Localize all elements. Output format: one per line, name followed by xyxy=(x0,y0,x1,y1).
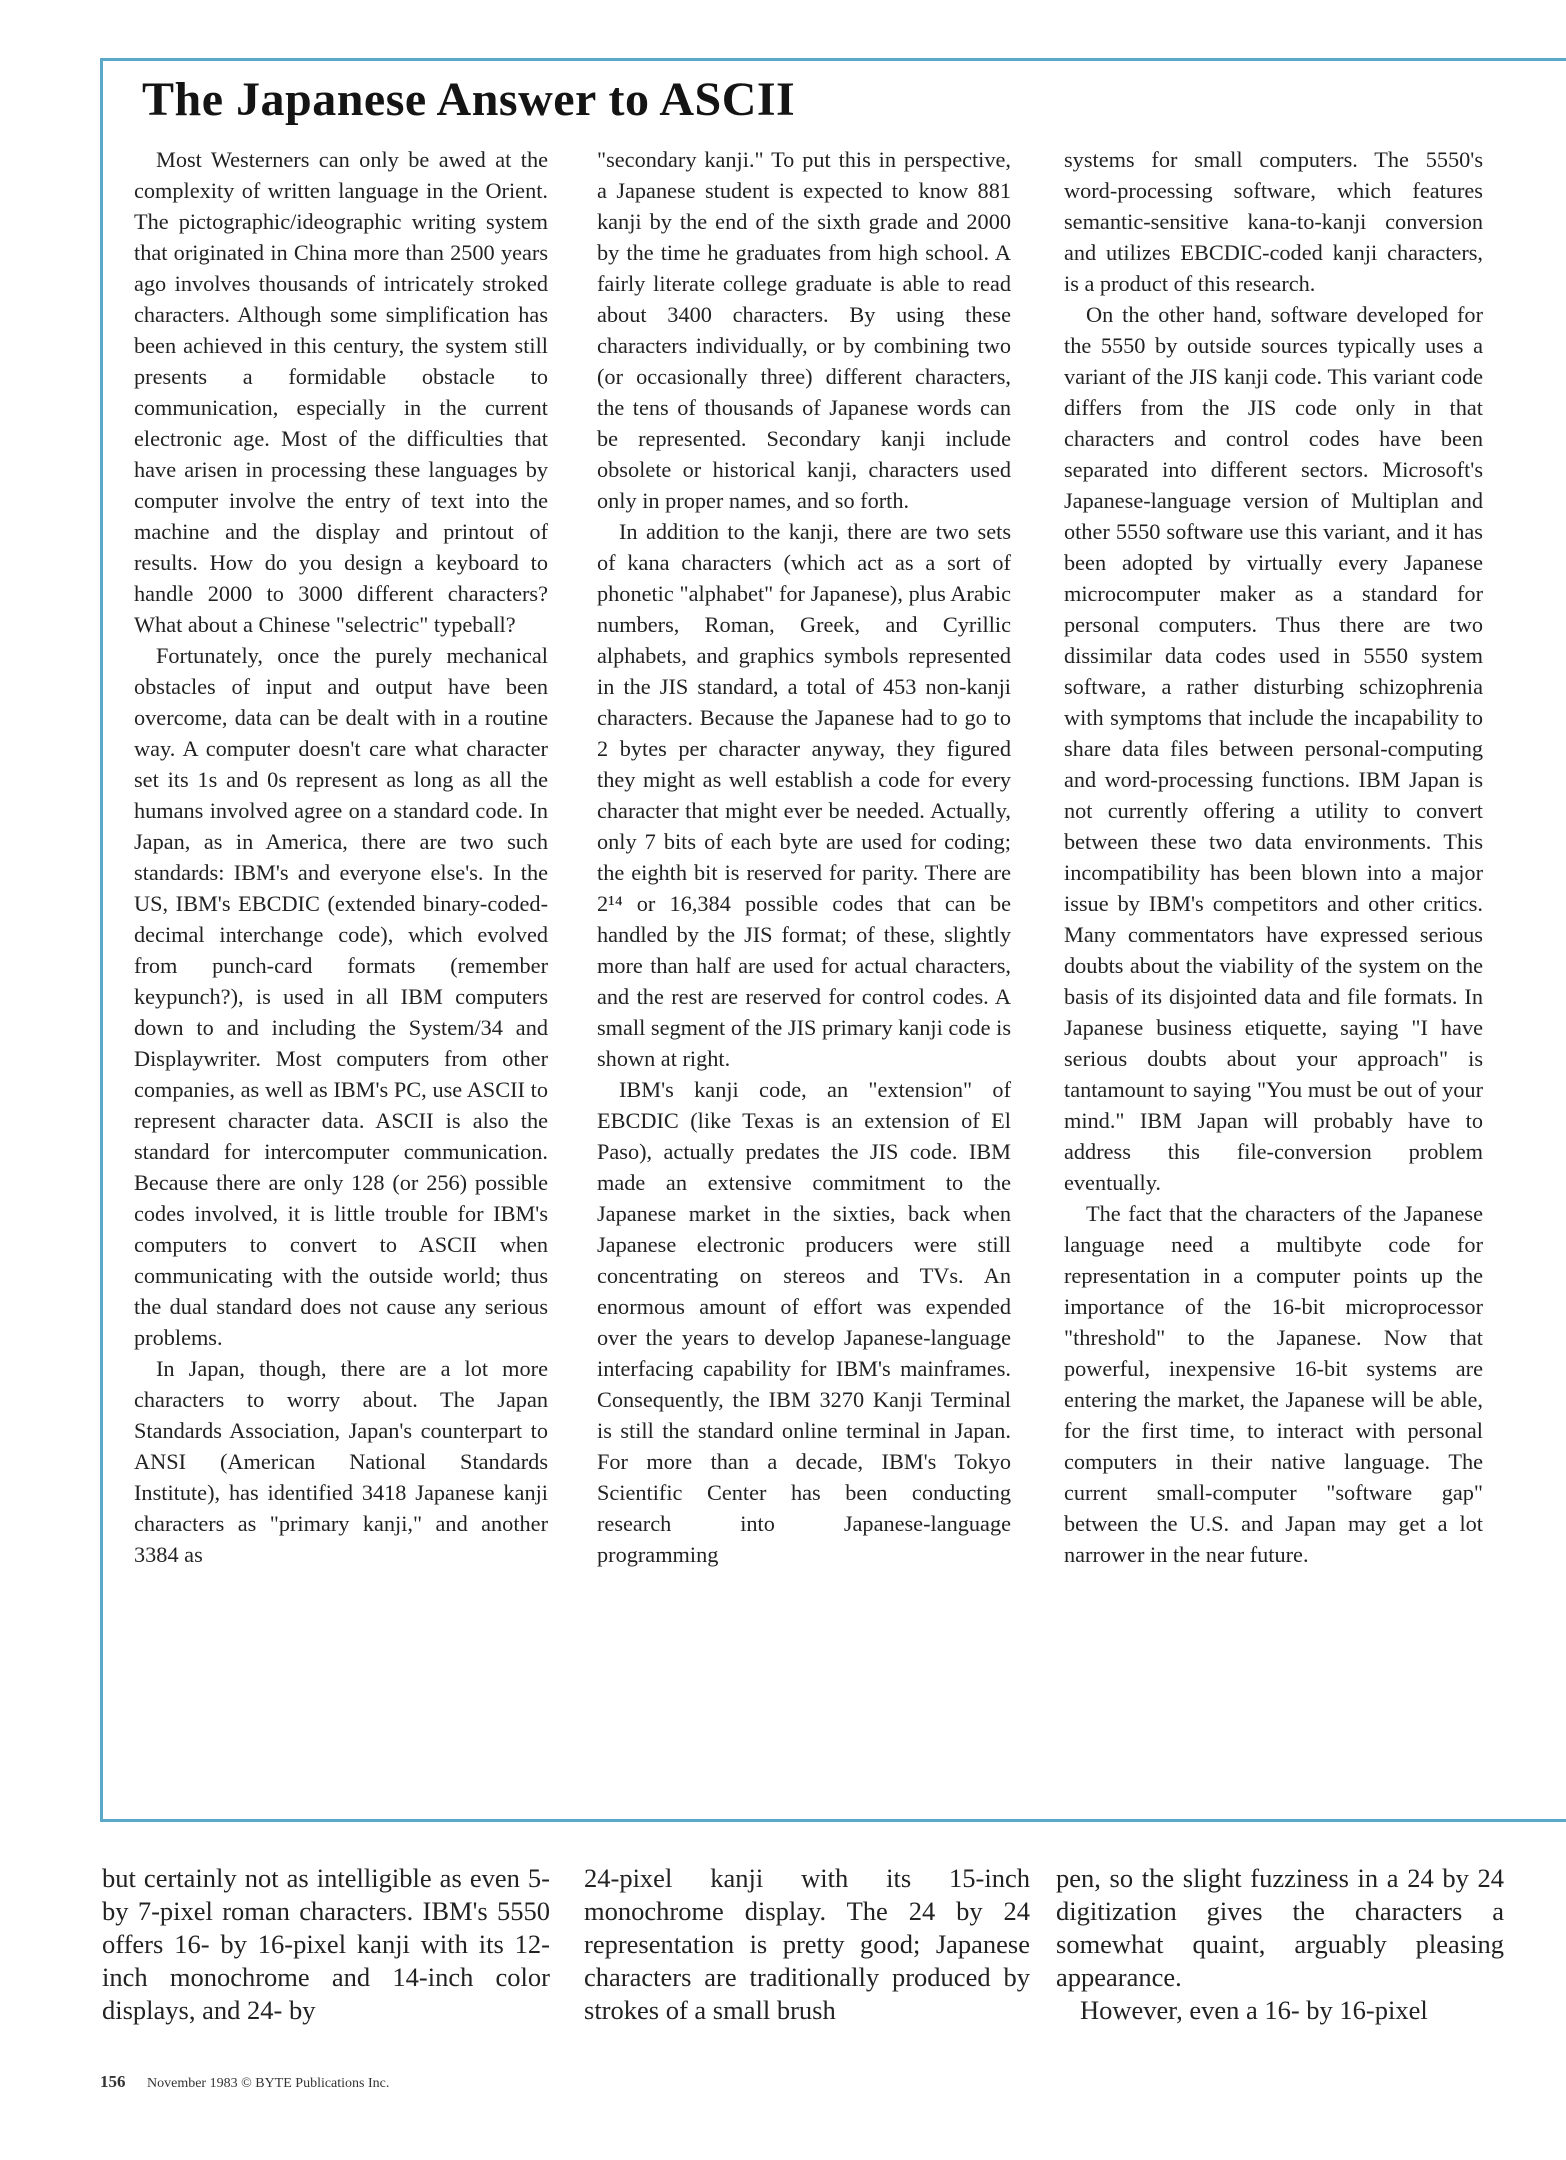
sidebar-column-3 xyxy=(1064,144,1483,1570)
paragraph: 24-pixel kanji with its 15-inch monochrome display. The 24 by 24 representation is pretty good; Japanese characters are traditionally produced by strokes of a small brush xyxy=(584,1863,1030,2025)
paragraph: In addition to the kanji, there are two sets of kana characters (which act as a sort of phonetic "alphabet" for Japanese), plus Arabic numbers, Roman, Greek, and Cyrillic alphabets, and graphics symbols represented in the JIS standard, a total of 453 non-kanji characters. Because the Japanese had to go to 2 bytes per character anyway, they figured they might as well establish a code for every character that might ever be needed. Actually, only 7 bits of each byte are used for coding; the eighth bit is reserved for parity. There are 2¹⁴ or 16,384 possible codes that can be handled by the JIS format; of these, slightly more than half are used for actual characters, and the rest are reserved for control codes. A small segment of the JIS primary kanji code is shown at right. xyxy=(597,519,1011,1071)
sidebar-column-1 xyxy=(134,144,548,1570)
paragraph: but certainly not as intelligible as even 5- by 7-pixel roman characters. IBM's 5550 offers 16- by 16-pixel kanji with its 12-inch monochrome and 14-inch color displays, and 24- by xyxy=(102,1863,550,2025)
paragraph: "secondary kanji." To put this in perspective, a Japanese student is expected to know 881 kanji by the end of the sixth grade and 2000 by the time he graduates from high school. A fairly literate college graduate is able to read about 3400 characters. By using these characters individually, or by combining two (or occasionally three) different characters, the tens of thousands of Japanese words can be represented. Secondary kanji include obsolete or historical kanji, characters used only in proper names, and so forth. xyxy=(597,147,1011,513)
page-number: 156 xyxy=(100,2072,126,2091)
article-column-3 xyxy=(1056,1862,1504,2027)
paragraph: On the other hand, software developed for the 5550 by outside sources typically uses a variant of the JIS kanji code. This variant code differs from the JIS code only in that characters and control codes have been separated into different sectors. Microsoft's Japanese-language version of Multiplan and other 5550 software use this variant, and it has been adopted by virtually every Japanese microcomputer maker as a standard for personal computers. Thus there are two dissimilar data codes used in 5550 system software, a rather disturbing schizophrenia with symptoms that include the incapability to share data files between personal-computing and word-processing functions. IBM Japan is not currently offering a utility to convert between these two data environments. This incompatibility has been blown into a major issue by IBM's competitors and other critics. Many commentators have expressed serious doubts about the viability of the system on the basis of its disjointed data and file formats. In Japanese business etiquette, saying "I have serious doubts about your approach" is tantamount to saying "You must be out of your mind." IBM Japan will probably have to address this file-conversion problem eventually. xyxy=(1064,302,1483,1195)
page-footer xyxy=(100,2072,389,2092)
paragraph: However, even a 16- by 16-pixel xyxy=(1080,1995,1428,2025)
sidebar-column-2 xyxy=(597,144,1011,1570)
paragraph: IBM's kanji code, an "extension" of EBCDIC (like Texas is an extension of El Paso), actually predates the JIS code. IBM made an extensive commitment to the Japanese market in the sixties, back when Japanese electronic producers were still concentrating on stereos and TVs. An enormous amount of effort was expended over the years to develop Japanese-language interfacing capability for IBM's mainframes. Consequently, the IBM 3270 Kanji Terminal is still the standard online terminal in Japan. For more than a decade, IBM's Tokyo Scientific Center has been conducting research into Japanese-language programming xyxy=(597,1077,1011,1567)
footer-text: November 1983 © BYTE Publications Inc. xyxy=(147,2076,390,2091)
paragraph: Fortunately, once the purely mechanical obstacles of input and output have been overcome, data can be dealt with in a routine way. A computer doesn't care what character set its 1s and 0s represent as long as all the humans involved agree on a standard code. In Japan, as in America, there are two such standards: IBM's and everyone else's. In the US, IBM's EBCDIC (extended binary-coded-decimal interchange code), which evolved from punch-card formats (remember keypunch?), is used in all IBM computers down to and including the System/34 and Displaywriter. Most computers from other companies, as well as IBM's PC, use ASCII to represent character data. ASCII is also the standard for intercomputer communication. Because there are only 128 (or 256) possible codes involved, it is little trouble for IBM's computers to convert to ASCII when communicating with the outside world; thus the dual standard does not cause any serious problems. xyxy=(134,643,548,1350)
paragraph: The fact that the characters of the Japanese language need a multibyte code for representation in a computer points up the importance of the 16-bit microprocessor "threshold" to the Japanese. Now that powerful, inexpensive 16-bit systems are entering the market, the Japanese will be able, for the first time, to interact with personal computers in their native language. The current small-computer "software gap" between the U.S. and Japan may get a lot narrower in the near future. xyxy=(1064,1201,1483,1567)
paragraph: Most Westerners can only be awed at the complexity of written language in the Orient. The pictographic/ideographic writing system that originated in China more than 2500 years ago involves thousands of intricately stroked characters. Although some simplification has been achieved in this century, the system still presents a formidable obstacle to communication, especially in the current electronic age. Most of the difficulties that have arisen in processing these languages by computer involve the entry of text into the machine and the display and printout of results. How do you design a keyboard to handle 2000 to 3000 different characters? What about a Chinese "selectric" typeball? xyxy=(134,147,548,637)
paragraph: pen, so the slight fuzziness in a 24 by 24 digitization gives the characters a somewhat quaint, arguably pleasing appearance. xyxy=(1056,1863,1504,1992)
article-column-1 xyxy=(102,1862,550,2027)
article-column-2 xyxy=(584,1862,1030,2027)
paragraph: In Japan, though, there are a lot more characters to worry about. The Japan Standards Association, Japan's counterpart to ANSI (American National Standards Institute), has identified 3418 Japanese kanji characters as "primary kanji," and another 3384 as xyxy=(134,1356,548,1567)
paragraph: systems for small computers. The 5550's word-processing software, which features semantic-sensitive kana-to-kanji conversion and utilizes EBCDIC-coded kanji characters, is a product of this research. xyxy=(1064,147,1483,296)
sidebar-title: The Japanese Answer to ASCII xyxy=(142,73,796,126)
